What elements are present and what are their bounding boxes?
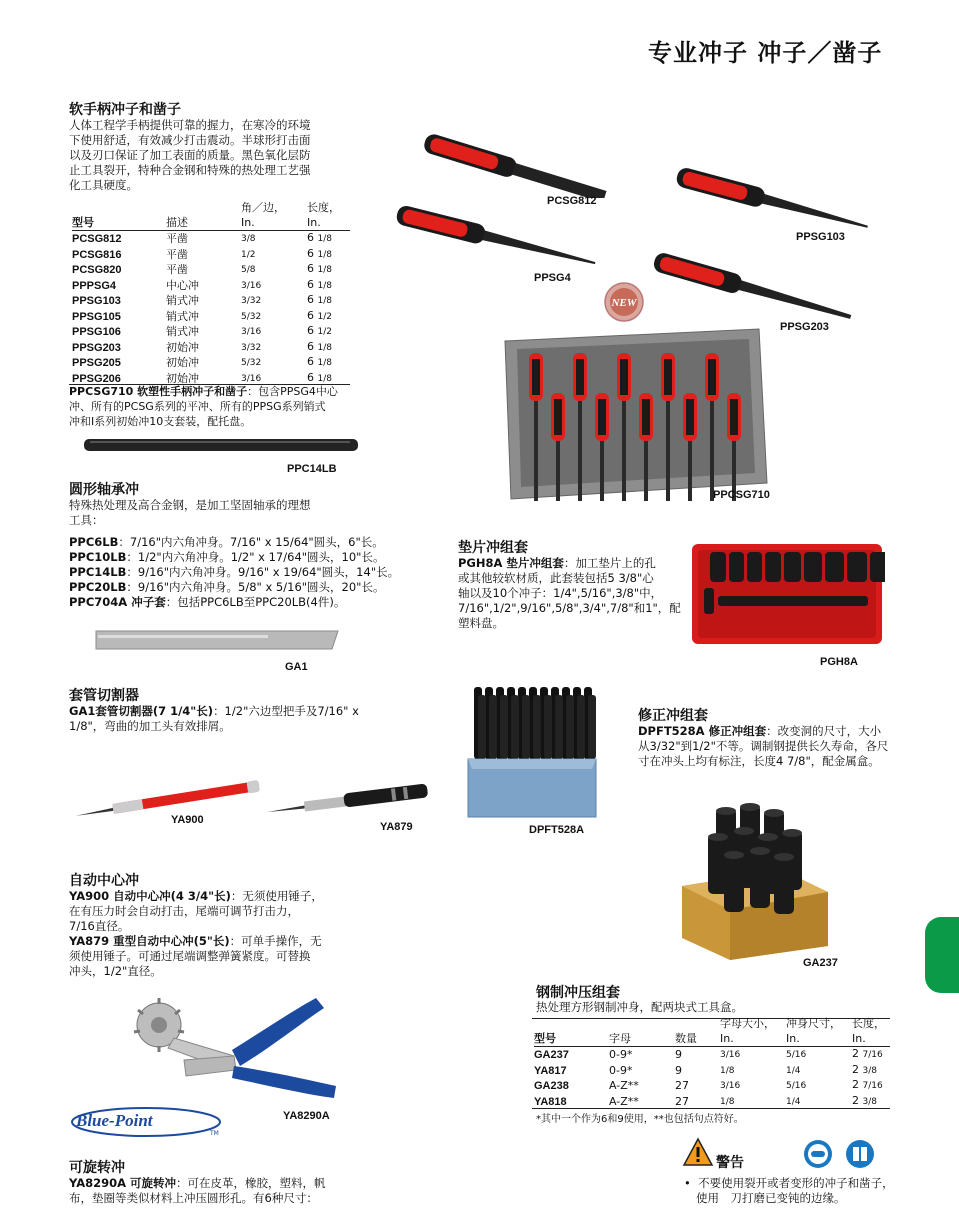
caption-ppsg103: PPSG103 (796, 231, 845, 243)
auto-section-desc: YA900 自动中心冲(4 3/4"长)：无须使用锤子， 在有压力时会自动打击，尾端可调节打击力， 7/16直径。 YA879 重型自动中心冲(5"长)：可单手操作，无 须使用锤子。可通过尾端调整弹簧紧度。可替换 冲头，1/2"直径。 (69, 889, 323, 978)
stamp-header-model: 型号 (534, 1031, 556, 1045)
row-char: A-Z** (609, 1079, 639, 1092)
header-model: 型号 (72, 216, 94, 229)
row-char: 0-9* (609, 1048, 633, 1061)
blue-point-logo: Blue-Point TM (70, 1106, 222, 1138)
row-psize: 5/16 (786, 1050, 807, 1060)
row-model: YA818 (534, 1095, 567, 1108)
row-length: 6 1/8 (307, 370, 332, 384)
row-size: 5/8 (241, 265, 256, 275)
row-size: 3/16 (241, 280, 262, 291)
ppsg103-image (668, 160, 883, 230)
warning-title: 警告 (716, 1155, 744, 1171)
dpft528a-image (462, 683, 602, 823)
table-row (72, 340, 350, 356)
row-length: 2 3/8 (852, 1062, 877, 1076)
ya8290a-image (124, 990, 349, 1110)
row-desc: 中心冲 (166, 278, 199, 292)
row-model: PPSG206 (72, 372, 121, 385)
caption-pcsg812: PCSG812 (547, 195, 597, 207)
bearing-section-title: 圆形轴承冲 (69, 482, 139, 498)
caption-ga237: GA237 (803, 957, 838, 969)
page-title: 专业冲子 冲子／凿子 (648, 39, 883, 67)
table-row (72, 262, 350, 278)
row-length: 2 3/8 (852, 1093, 877, 1107)
ya900-image (72, 778, 267, 818)
row-char: 0-9* (609, 1063, 633, 1077)
row-desc: 销式冲 (166, 325, 199, 338)
row-desc: 销式冲 (166, 309, 199, 323)
row-length: 6 1/8 (307, 339, 332, 353)
table-row (72, 247, 350, 263)
stamp-spec-table (534, 1017, 890, 1109)
row-size: 5/32 (241, 358, 262, 368)
tube-section-desc: GA1套管切割器(7 1/4"长)：1/2"六边型把手及7/16" x 1/8"，弯曲的加工头有效排屑。 (69, 704, 359, 733)
row-csize: 1/8 (720, 1096, 735, 1107)
tube-section-title: 套管切割器 (69, 688, 139, 704)
stamp-footnote: *其中一个作为6和9使用，**也包括句点符好。 (536, 1114, 744, 1125)
stamp-header-csize-unit: In. (720, 1031, 734, 1045)
row-length: 6 1/8 (307, 262, 332, 275)
stamp-header-char: 字母 (609, 1031, 631, 1045)
table-row (72, 324, 350, 340)
row-length: 6 1/8 (307, 277, 332, 291)
row-size: 3/32 (241, 342, 262, 353)
table-row (72, 309, 350, 325)
header-length: 长度， (307, 201, 340, 214)
row-size: 3/8 (241, 234, 256, 244)
pcsg812-image (415, 123, 615, 198)
row-model: PPSG205 (72, 357, 121, 369)
row-desc: 平凿 (166, 232, 188, 245)
shim-section-title: 垫片冲组套 (458, 540, 528, 556)
ppsg4-image (390, 198, 610, 270)
header-size-unit: In. (241, 215, 255, 229)
caption-dpft528a: DPFT528A (529, 824, 585, 836)
ppcsg710-desc: PPCSG710 软塑性手柄冲子和凿子：包含PPSG4中心 冲、所有的PCSG系列的平冲、所有的PPSG系列销式 冲和I系列初始冲10支套装，配托盘。 (69, 385, 338, 428)
row-length: 2 7/16 (852, 1047, 883, 1060)
row-csize: 1/8 (720, 1065, 735, 1076)
row-length: 6 1/8 (307, 246, 332, 260)
row-size: 5/32 (241, 311, 262, 322)
row-model: PPSG106 (72, 326, 121, 338)
ppc14lb-image (82, 436, 360, 454)
correct-section-desc: DPFT528A 修正冲组套：改变洞的尺寸，大小 从3/32"到1/2"不等。调制钢提供长久寿命，各尺 寸在冲头上均有标注，长度4 7/8"，配金属盒。 (638, 724, 889, 768)
bearing-section-desc: 特殊热处理及高合金钢，是加工坚固轴承的理想 工具： (69, 498, 311, 527)
auto-section-title: 自动中心冲 (69, 873, 139, 889)
row-size: 3/32 (241, 296, 262, 306)
soft-section-desc: 人体工程学手柄提供可靠的握力，在寒冷的环境 下使用舒适，有效减少打击震动。半球形打击面 以及刃口保证了加工表面的质量。黑色氧化层防 止工具裂开，特种合金钢和特殊的热处理工艺强 化工具硬度。 (69, 118, 311, 192)
caption-ya900: YA900 (171, 814, 204, 826)
row-length: 2 7/16 (852, 1078, 883, 1091)
soft-section-title: 软手柄冲子和凿子 (69, 102, 181, 118)
stamp-header-length-unit: In. (852, 1031, 866, 1045)
warning-bullet: • 不要使用裂开或者变形的冲子和凿子， 使用 刀打磨已变钝的边缘。 (684, 1176, 894, 1205)
table-row (72, 355, 350, 371)
table-row (534, 1047, 890, 1063)
rotary-section-desc: YA8290A 可旋转冲：可在皮革，橡胶，塑料，帆 布，垫圈等类似材料上冲压圆形孔。有6种尺寸： (69, 1176, 326, 1205)
row-desc: 销式冲 (166, 294, 199, 307)
caption-ya879: YA879 (380, 821, 413, 833)
row-desc: 初始冲 (166, 371, 199, 385)
ppcsg710-tray-image (497, 323, 772, 503)
table-row (72, 293, 350, 309)
row-qty: 27 (675, 1079, 689, 1092)
row-model: PCSG812 (72, 233, 122, 245)
stamp-header-psize-unit: In. (786, 1031, 800, 1045)
caption-ya8290a: YA8290A (283, 1110, 330, 1122)
row-size: 3/16 (241, 327, 262, 337)
correct-section-title: 修正冲组套 (638, 708, 708, 724)
row-model: PCSG820 (72, 264, 122, 276)
caption-ppsg203: PPSG203 (780, 321, 829, 333)
bearing-items: PPC6LB：7/16"内六角冲身。7/16" x 15/64"圆头，6"长。 PPC10LB：1/2"内六角冲身。1/2" x 17/64"圆头，10"长。 PPC14LB：9/16"内六角冲身。9/16" x 19/64"圆头，14"长。 PPC20LB：9/16"内六角冲身。5/8" x 5/16"圆头，20"长。 PPC704A 冲子套：包括PPC6LB至PPC20LB(4件)。 (69, 535, 400, 609)
row-model: PCSG816 (72, 248, 122, 261)
row-model: PPSG103 (72, 295, 121, 307)
row-qty: 9 (675, 1048, 682, 1061)
header-size: 角／边， (241, 201, 285, 214)
row-length: 6 1/8 (307, 293, 332, 306)
warning-triangle-icon (682, 1137, 714, 1167)
row-desc: 平凿 (166, 247, 188, 261)
row-length: 6 1/2 (307, 324, 332, 337)
shim-section-desc: PGH8A 垫片冲组套：加工垫片上的孔 或其他较软材质，此套装包括5 3/8"心 轴以及10个冲子：1/4",5/16",3/8"中， 7/16",1/2",9/16",5/8",3/4",7/8"和1"，配 塑料盘。 (458, 556, 681, 630)
stamp-section-desc: 热处理方形钢制冲身，配两块式工具盒。 (536, 1000, 743, 1014)
row-size: 3/16 (241, 373, 262, 384)
row-model: PPSG203 (72, 341, 121, 354)
table-row (72, 278, 350, 294)
rotary-section-title: 可旋转冲 (69, 1160, 125, 1176)
row-model: YA817 (534, 1064, 567, 1077)
caption-ppsg4: PPSG4 (534, 272, 571, 284)
ga1-image (92, 627, 342, 655)
row-csize: 3/16 (720, 1050, 741, 1060)
section-tab (925, 917, 959, 993)
safety-goggles-icon (803, 1139, 833, 1169)
caption-ppc14lb: PPC14LB (287, 463, 337, 475)
row-qty: 27 (675, 1094, 689, 1108)
table-row (534, 1078, 890, 1094)
row-size: 1/2 (241, 249, 256, 260)
row-desc: 初始冲 (166, 356, 199, 369)
stamp-header-length: 长度， (852, 1017, 885, 1030)
row-model: GA238 (534, 1080, 569, 1092)
row-length: 6 1/8 (307, 231, 332, 244)
row-psize: 1/4 (786, 1065, 801, 1076)
row-length: 6 1/8 (307, 355, 332, 368)
header-length-unit: In. (307, 215, 321, 229)
row-csize: 3/16 (720, 1081, 741, 1091)
pgh8a-image (690, 540, 885, 650)
ya879-image (264, 782, 434, 818)
table-row (72, 231, 350, 247)
svg-text:NEW: NEW (611, 297, 637, 309)
row-model: PPSG105 (72, 310, 121, 323)
table-row (534, 1063, 890, 1079)
stamp-header-csize: 字母大小， (720, 1017, 775, 1030)
ga237-image (678, 800, 838, 960)
table-row (534, 1094, 890, 1110)
row-model: GA237 (534, 1049, 569, 1061)
row-qty: 9 (675, 1063, 682, 1077)
stamp-section-title: 钢制冲压组套 (536, 985, 620, 1001)
row-char: A-Z** (609, 1094, 639, 1108)
row-psize: 5/16 (786, 1081, 807, 1091)
row-length: 6 1/2 (307, 308, 332, 322)
caption-ppcsg710: PPCSG710 (713, 489, 770, 501)
row-psize: 1/4 (786, 1096, 801, 1107)
caption-pgh8a: PGH8A (820, 656, 858, 668)
row-model: PPPSG4 (72, 279, 117, 292)
stamp-header-qty: 数量 (675, 1031, 697, 1045)
row-desc: 平凿 (166, 263, 188, 276)
header-desc: 描述 (166, 215, 188, 229)
stamp-header-psize: 冲身尺寸， (786, 1017, 841, 1030)
row-desc: 初始冲 (166, 340, 199, 354)
read-manual-icon (845, 1139, 875, 1169)
ppsg203-image (647, 246, 867, 321)
caption-ga1: GA1 (285, 661, 308, 673)
soft-spec-table (72, 201, 350, 386)
new-badge (603, 281, 645, 323)
